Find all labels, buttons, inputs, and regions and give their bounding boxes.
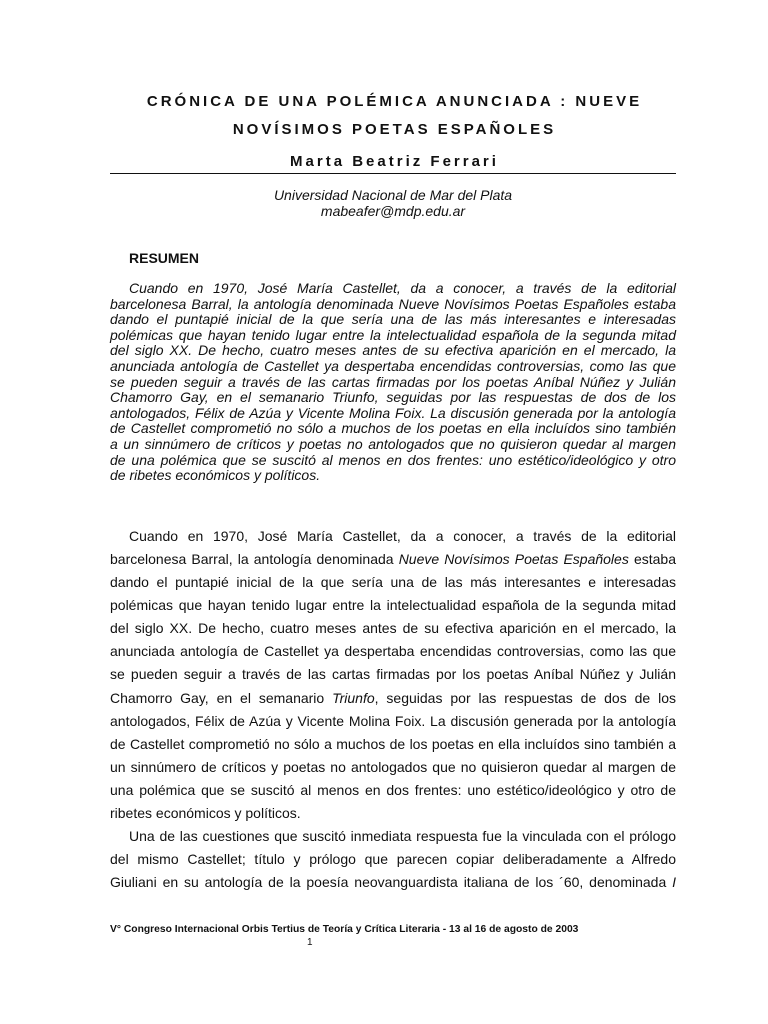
- body-line: [110, 617, 676, 640]
- line-text: dando el puntapié inicial de la que sería una de las más interesantes e interesadas: [110, 574, 676, 591]
- body-line: [110, 548, 676, 571]
- line-text: Cuando en 1970, José María Castellet, da a conocer, a través de la editorial: [129, 528, 676, 544]
- body-line: [110, 802, 676, 825]
- abstract-line: [110, 406, 676, 422]
- line-text: barcelonesa Barral, la antología denominada: [110, 551, 399, 568]
- line-text: estaba: [628, 551, 676, 568]
- body-line: [110, 733, 676, 756]
- body-paragraph: [110, 525, 676, 825]
- line-text: barcelonesa Barral, la antología denominada Nueve Novísimos Poetas Españoles estaba: [110, 295, 676, 312]
- line-text: anunciada antología de Castellet ya despertaba encendidas controversias, como las que: [110, 643, 676, 660]
- body-line: [110, 525, 676, 548]
- body-line: [110, 779, 676, 802]
- body-line: [110, 663, 676, 686]
- abstract-line: [110, 375, 676, 391]
- line-text: Chamorro Gay, en el semanario: [110, 689, 333, 706]
- line-text: del siglo XX. De hecho, cuatro meses antes de su efectiva aparición en el mercado, la: [110, 620, 676, 637]
- line-text: antologados, Félix de Azúa y Vicente Molina Foix. La discusión generada por la antología: [110, 712, 676, 729]
- abstract-line: [110, 437, 676, 453]
- body-line: [110, 756, 676, 779]
- institution: Universidad Nacional de Mar del Plata: [273, 187, 513, 203]
- line-text: , seguidas por las respuestas de dos de los: [374, 689, 676, 706]
- page-number: 1: [307, 937, 313, 948]
- line-text: una polémica que se suscitó al menos en dos frentes: uno estético/ideológico y otro de: [110, 781, 676, 798]
- body-paragraph: [110, 825, 676, 894]
- title-line: NOVÍSIMOS POETAS ESPAÑOLES: [232, 121, 557, 138]
- line-text: Giuliani en su antología de la poesía neovanguardista italiana de los ´60, denominada: [110, 874, 673, 891]
- abstract-line: [110, 328, 676, 344]
- line-text: Cuando en 1970, José María Castellet, da a conocer, a través de la editorial: [129, 280, 676, 296]
- line-text: polémicas que hayan tenido lugar entre la intelectualidad española de la segunda mitad: [110, 326, 676, 343]
- body-line: [110, 571, 676, 594]
- conference-footer: V° Congreso Internacional Orbis Tertius de Teoría y Crítica Literaria - 13 al 16 de agosto de 2003: [110, 924, 579, 935]
- abstract-line: [110, 468, 676, 484]
- abstract-line: [110, 390, 676, 406]
- line-text: de Castellet comprometió no sólo a muchos de los poetas en ella incluídos sino también a: [110, 735, 676, 752]
- line-text: ribetes económicos y políticos.: [110, 804, 301, 821]
- abstract-line: [110, 297, 676, 313]
- body-line: [110, 825, 676, 848]
- body-line: [110, 640, 676, 663]
- abstract-line: [110, 421, 676, 437]
- line-text: antologados, Félix de Azúa y Vicente Molina Foix. La discusión generada por la antología: [110, 404, 676, 421]
- line-text: se pueden seguir a través de las cartas firmadas por los poetas Aníbal Núñez y Julián: [110, 373, 676, 390]
- line-text: de Castellet comprometió no sólo a muchos de los poetas en ella incluídos sino también: [110, 420, 676, 437]
- italic-phrase: I: [672, 874, 676, 891]
- author-email: mabeafer@mdp.edu.ar: [320, 203, 466, 219]
- abstract-line: [110, 359, 676, 375]
- abstract-line: [110, 343, 676, 359]
- abstract-line: [110, 312, 676, 328]
- line-text: Una de las cuestiones que suscitó inmediata respuesta fue la vinculada con el prólogo: [129, 828, 676, 845]
- author-name: Marta Beatriz Ferrari: [290, 153, 499, 170]
- line-text: Chamorro Gay, en el semanario Triunfo, seguidas por las respuestas de dos de los: [110, 389, 676, 406]
- italic-phrase: Triunfo: [332, 689, 375, 706]
- affiliation-block: [110, 187, 676, 219]
- abstract-line: [110, 453, 676, 469]
- abstract-line: [110, 281, 676, 297]
- abstract-text: [110, 281, 676, 484]
- body-line: [110, 594, 676, 617]
- body-line: [110, 871, 676, 894]
- body-line: [110, 687, 676, 710]
- body-line: [110, 710, 676, 733]
- line-text: se pueden seguir a través de las cartas firmadas por los poetas Aníbal Núñez y Julián: [110, 666, 676, 683]
- line-text: a un sinnúmero de críticos y poetas no antologados que no quisieron quedar al margen: [110, 435, 676, 452]
- line-text: de ribetes económicos y políticos.: [110, 467, 321, 484]
- title-divider: [110, 173, 676, 174]
- paper-title: [110, 88, 676, 144]
- line-text: del mismo Castellet; título y prólogo que parecen copiar deliberadamente a Alfredo: [110, 851, 676, 868]
- body-line: [110, 848, 676, 871]
- line-text: un sinnúmero de críticos y poetas no antologados que no quisieron quedar al margen de: [110, 758, 676, 775]
- body-text: [110, 525, 676, 894]
- abstract-heading: RESUMEN: [129, 250, 200, 266]
- line-text: de una polémica que se suscitó al menos en dos frentes: uno estético/ideológico y otro: [110, 451, 676, 468]
- line-text: anunciada antología de Castellet ya despertaba encendidas controversias, como las que: [110, 357, 676, 374]
- italic-phrase: Nueve Novísimos Poetas Españoles: [398, 551, 629, 568]
- line-text: polémicas que hayan tenido lugar entre la intelectualidad española de la segunda mitad: [110, 597, 676, 614]
- line-text: del siglo XX. De hecho, cuatro meses antes de su efectiva aparición en el mercado, la: [110, 342, 676, 359]
- line-text: dando el puntapié inicial de la que sería una de las más interesantes e interesadas: [110, 311, 676, 328]
- title-line: CRÓNICA DE UNA POLÉMICA ANUNCIADA : NUEVE: [146, 93, 643, 110]
